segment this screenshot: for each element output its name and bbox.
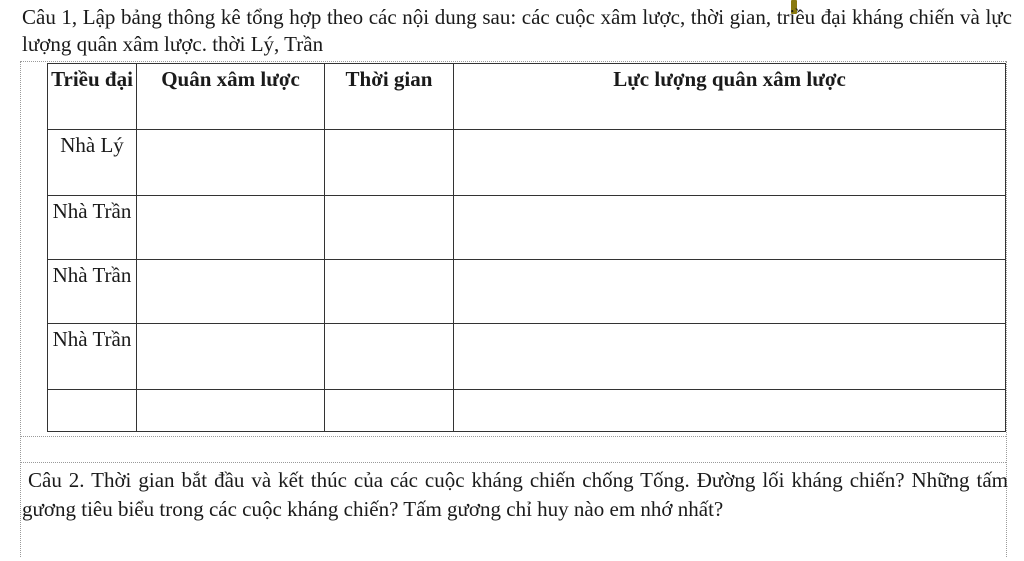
cell-time: [325, 324, 454, 390]
cell-time: [325, 260, 454, 324]
cell-dynasty: Nhà Lý: [48, 130, 137, 196]
dotted-guide-lower: [20, 436, 1006, 437]
question-2-text: [22, 466, 1008, 524]
table-header-row: [48, 64, 1006, 130]
header-time: Thời gian: [325, 64, 454, 130]
summary-table: [47, 63, 1006, 432]
cell-invader: [137, 130, 325, 196]
dotted-guide-top: [20, 61, 1006, 62]
cell-force: [454, 196, 1006, 260]
table-row: [48, 260, 1006, 324]
dotted-guide-left: [20, 61, 21, 557]
cell-dynasty: Nhà Trần: [48, 324, 137, 390]
cell-dynasty: Nhà Trần: [48, 260, 137, 324]
header-invading-force: Lực lượng quân xâm lược: [454, 64, 1006, 130]
dotted-guide-q2: [20, 462, 1006, 463]
table-row: [48, 130, 1006, 196]
cell-invader: [137, 324, 325, 390]
question-1-text: Câu 1, Lập bảng thông kê tổng hợp theo các nội dung sau: các cuộc xâm lược, thời gian, triều đại kháng chiến và lực lượng quân xâm lược. thời Lý, Trần: [22, 5, 1012, 56]
header-dynasty: Triều đại: [48, 64, 137, 130]
table-row: [48, 324, 1006, 390]
question-2-body: Câu 2. Thời gian bắt đầu và kết thúc của các cuộc kháng chiến chống Tống. Đường lối kháng chiến? Những tấm gương tiêu biểu trong các cuộc kháng chiến? Tấm gương chỉ huy nào em nhớ nhất?: [22, 468, 1008, 521]
table-row: [48, 196, 1006, 260]
cell-dynasty: Nhà Trần: [48, 196, 137, 260]
cell-force: [454, 260, 1006, 324]
cell-force: [454, 130, 1006, 196]
cell-time: [325, 130, 454, 196]
cell-invader: [137, 260, 325, 324]
table-row: [48, 390, 1006, 432]
cell-time: [325, 390, 454, 432]
cell-dynasty: [48, 390, 137, 432]
cell-invader: [137, 196, 325, 260]
cell-invader: [137, 390, 325, 432]
cell-force: [454, 390, 1006, 432]
cell-time: [325, 196, 454, 260]
cell-force: [454, 324, 1006, 390]
header-invader: Quân xâm lược: [137, 64, 325, 130]
